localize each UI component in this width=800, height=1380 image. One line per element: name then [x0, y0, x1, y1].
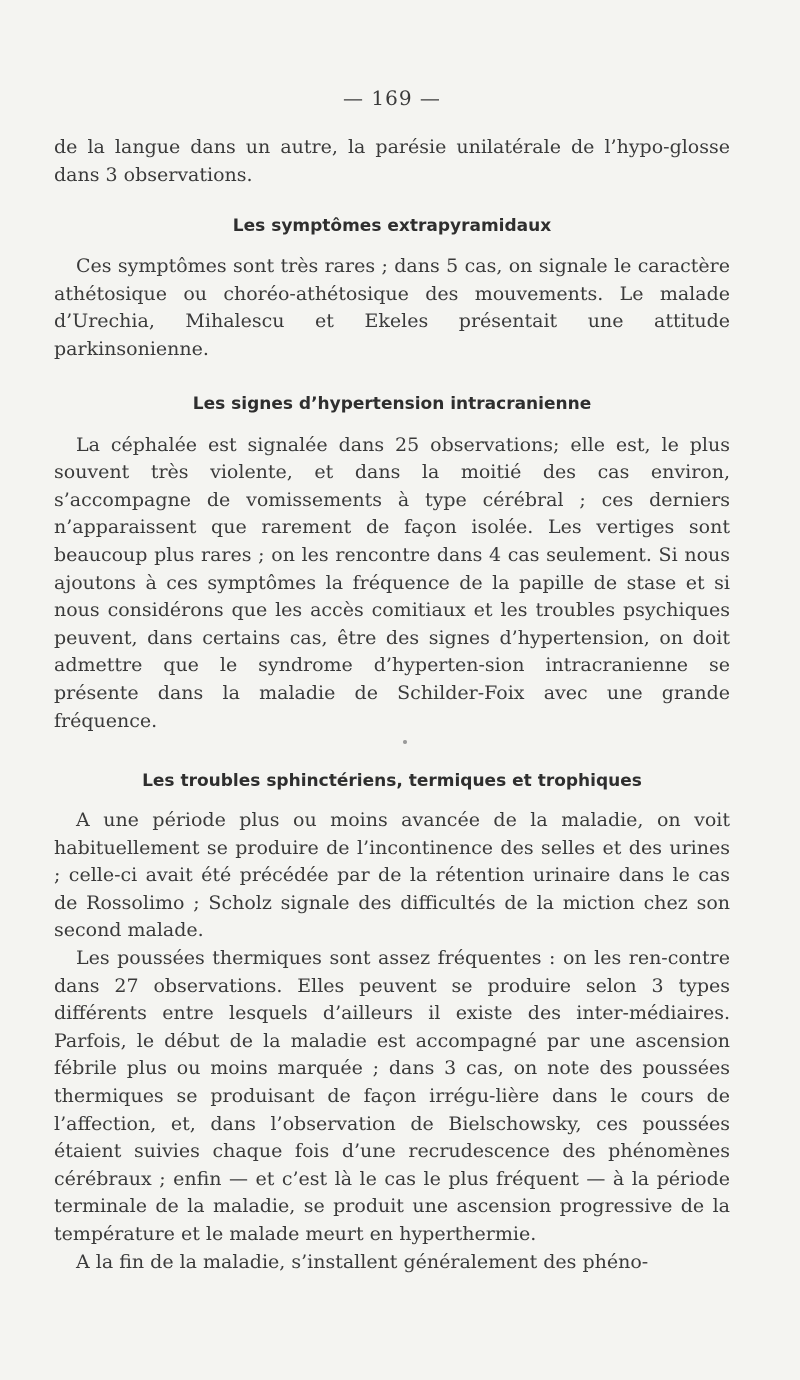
section-heading-hypertension: Les signes d’hypertension intracranienne [192, 393, 592, 414]
section-heading-sphincter: Les troubles sphinctériens, termiques et trophiques [142, 771, 642, 792]
paragraph-hypertension: La céphalée est signalée dans 25 observations; elle est, le plus souvent très violente, et dans la moitié des cas environ, s’accompagne de vomissements à type cérébral ; ces derniers n’apparaissent que rarement de façon isolée. Les vertiges sont beaucoup plus rares ; on les rencontre dans 4 cas seulement. Si nous ajoutons à ces symptômes la fréquence de la papille de stase et si nous considérons que les accès comitiaux et les troubles psychiques peuvent, dans certains cas, être des signes d’hypertension, on doit admettre que le syndrome d’hyperten-sion intracranienne se présente dans la maladie de Schilder-Foix avec une grande fréquence. [54, 433, 730, 732]
section-heading-extrapyramidal: Les symptômes extrapyramidaux [232, 216, 552, 237]
stray-ink-dot [403, 740, 407, 744]
document-page [54, 86, 730, 1276]
paragraph-extrapyramidal: Ces symptômes sont très rares ; dans 5 cas, on signale le caractère athétosique ou choréo-athétosique des mouvements. Le malade d’Urechia, Mihalescu et Ekeles présentait une attitude parkinsonienne. [54, 255, 730, 360]
paragraph-continuation: de la langue dans un autre, la parésie unilatérale de l’hypo-glosse dans 3 observations. [54, 136, 730, 186]
paragraph-end-of-disease: A la fin de la maladie, s’installent généralement des phéno- [76, 1250, 649, 1273]
page-number: — 169 — [343, 86, 441, 110]
paragraph-incontinence: A une période plus ou moins avancée de la maladie, on voit habituellement se produire de l’incontinence des selles et des urines ; celle-ci avait été précédée par de la rétention urinaire dans le cas de Rossolimo ; Scholz signale des difficultés de la miction chez son second malade. [54, 809, 730, 942]
paragraph-thermal: Les poussées thermiques sont assez fréquentes : on les ren-contre dans 27 observations. Elles peuvent se produire selon 3 types différents entre lesquels d’ailleurs il existe des inter-médiaires. Parfois, le début de la maladie est accompagné par une ascension fébrile plus ou moins marquée ; dans 3 cas, on note des poussées thermiques se produisant de façon irrégu-lière dans le cours de l’affection, et, dans l’observation de Bielschowsky, ces poussées étaient suivies chaque fois d’une recrudescence des phénomènes cérébraux ; enfin — et c’est là le cas le plus fréquent — à la période terminale de la maladie, se produit une ascension progressive de la température et le malade meurt en hyperthermie. [54, 947, 730, 1245]
